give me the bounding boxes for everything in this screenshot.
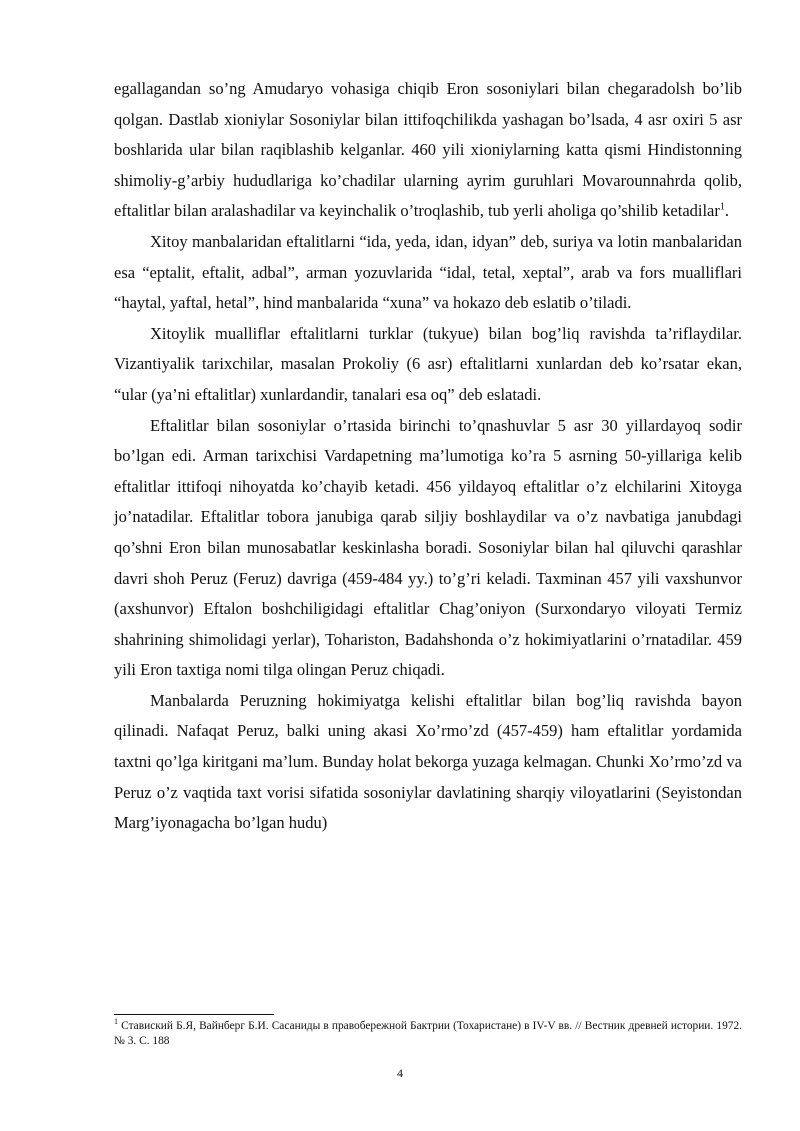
footnote-reference[interactable]: 1: [719, 201, 725, 213]
document-body: [114, 74, 742, 839]
paragraph-4: Eftalitlar bilan sosoniylar o’rtasida birinchi to’qnashuvlar 5 asr 30 yillardayoq sodir bo’lgan edi. Arman tarixchisi Vardapetning ma’lumotiga ko’ra 5 asrning 50-yillariga kelib eftalitlar ittifoqi nihoyatda ko’chayib ketadi. 456 yildayoq eftalitlar o’z elchilarini Xitoyga jo’natadilar. Eftalitlar tobora janubiga qarab siljiy boshlaydilar va o’z navbatiga janubdagi qo’shni Eron bilan munosabatlar keskinlasha boradi. Sosoniylar bilan hal qiluvchi qarashlar davri shoh Peruz (Feruz) davriga (459-484 yy.) to’g’ri keladi. Taxminan 457 yili vaxshunvor (axshunvor) Eftalon boshchiligidagi eftalitlar Chag’oniyon (Surxondaryo viloyati Termiz shahrining shimolidagi yerlar), Tohariston, Badahshonda o’z hokimiyatlarini o’rnatadilar. 459 yili Eron taxtiga nomi tilga olingan Peruz chiqadi.: [114, 415, 742, 680]
paragraph-3: Xitoylik mualliflar eftalitlarni turklar (tukyue) bilan bog’liq ravishda ta’riflaydilar. Vizantiyalik tarixchilar, masalan Prokoliy (6 asr) eftalitlarni xunlardan deb ko’rsatar ekan, “ular (ya’ni eftalitlar) xunlardandir, tanalari esa oq” deb eslatadi.: [114, 323, 742, 404]
footnote-marker: 1: [114, 1017, 118, 1027]
page-number: 4: [397, 1066, 403, 1080]
paragraph-5: Manbalarda Peruzning hokimiyatga kelishi eftalitlar bilan bog’liq ravishda bayon qilinadi. Nafaqat Peruz, balki uning akasi Xo’rmo’zd (457-459) ham eftalitlar yordamida taxtni qo’lga kiritgani ma’lum. Bunday holat bekorga yuzaga kelmagan. Chunki Xo’rmo’zd va Peruz o’z vaqtida taxt vorisi sifatida sosoniylar davlatining sharqiy viloyatlarini (Seyistondan Marg’iyonagacha bo’lgan hudu): [114, 690, 742, 833]
footnote-text: Ставиский Б.Я, Вайнберг Б.И. Сасаниды в правобережной Бактрии (Тохаристане) в IV-V вв. // Вестник древней истории. 1972. № 3. С. 188: [114, 1020, 742, 1047]
paragraph-2: Xitoy manbalaridan eftalitlarni “ida, yeda, idan, idyan” deb, suriya va lotin manbalaridan esa “eptalit, eftalit, adbal”, arman yozuvlarida “idal, tetal, xeptal”, arab va fors mualliflari “haytal, yaftal, hetal”, hind manbalarida “xuna” va hokazo deb eslatib o’tiladi.: [114, 231, 742, 313]
paragraph-1-end: .: [724, 201, 730, 221]
paragraph-1-text: egallagandan so’ng Amudaryo vohasiga chiqib Eron sosoniylari bilan chegaradolsh bo’lib qolgan. Dastlab xioniylar Sosoniylar bilan ittifoqchilikda yashagan bo’lsada, 4 asr oxiri 5 asr boshlarida ular bilan raqiblashib kelganlar. 460 yili xioniylarning katta qismi Hindistonning shimoliy-g’arbiy hududlariga ko’chadilar ularning ayrim guruhlari Movarounnahrda qolib, eftalitlar bilan aralashadilar va keyinchalik o’troqlashib, tub yerli aholiga qo’shilib ketadilar: [114, 79, 742, 221]
footnote: [114, 1019, 742, 1049]
paragraph-1: [114, 74, 742, 227]
footnote-divider: [114, 1014, 274, 1015]
